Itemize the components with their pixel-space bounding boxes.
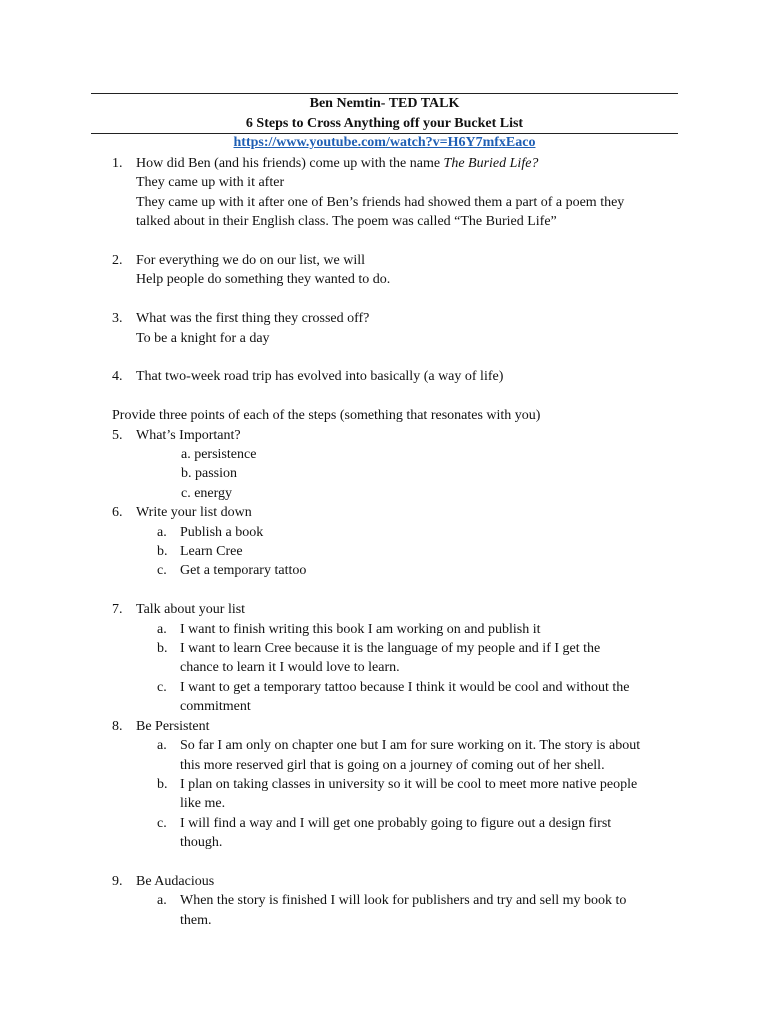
question-2 <box>112 251 687 290</box>
question-number: 1. <box>112 156 123 171</box>
list-text: I plan on taking classes in university so it will be cool to meet more native people <box>180 776 638 792</box>
question-3 <box>112 309 687 348</box>
document-body <box>112 154 687 930</box>
question-8 <box>112 717 687 853</box>
question-1 <box>112 154 687 232</box>
answer-line: To be a knight for a day <box>136 330 270 346</box>
list-letter: b. <box>157 641 168 657</box>
list-text: Learn Cree <box>180 544 243 560</box>
question-text: What was the first thing they crossed off? <box>136 311 370 327</box>
question-number: 4. <box>112 369 123 385</box>
section-intro: Provide three points of each of the steps (something that resonates with you) <box>112 408 541 424</box>
answer-line: They came up with it after <box>136 175 285 191</box>
question-text: What’s Important? <box>136 427 241 443</box>
list-letter: a. <box>157 738 167 754</box>
question-5 <box>112 426 687 504</box>
list-letter: c. <box>157 815 167 831</box>
question-number: 6. <box>112 505 123 521</box>
list-text: though. <box>180 835 223 851</box>
list-letter: a. <box>157 524 167 540</box>
list-item <box>157 814 687 853</box>
question-text: Write your list down <box>136 505 252 521</box>
question-number: 5. <box>112 427 123 443</box>
document-subtitle: 6 Steps to Cross Anything off your Bucket List <box>245 115 524 131</box>
question-9 <box>112 872 687 930</box>
list-text: Publish a book <box>180 524 264 540</box>
list-item: c. energy <box>181 485 233 501</box>
question-text: Talk about your list <box>136 602 246 618</box>
list-letter: c. <box>157 563 167 579</box>
question-text: That two-week road trip has evolved into basically (a way of life) <box>136 369 504 385</box>
answer-line: talked about in their English class. The poem was called “The Buried Life” <box>136 214 557 230</box>
question-number: 8. <box>112 718 123 734</box>
list-text: like me. <box>180 796 226 812</box>
question-4 <box>112 367 687 386</box>
question-text <box>136 154 687 173</box>
list-text: this more reserved girl that is going on a journey of coming out of her shell. <box>180 757 605 773</box>
answer-line: They came up with it after one of Ben’s friends had showed them a part of a poem they <box>136 194 625 210</box>
list-text: I want to get a temporary tattoo because I think it would be cool and without the <box>180 679 630 695</box>
document-title: Ben Nemtin- TED TALK <box>309 96 460 111</box>
list-text: I want to finish writing this book I am working on and publish it <box>180 621 541 637</box>
list-text: commitment <box>180 699 251 715</box>
answer-line: Help people do something they wanted to do. <box>136 272 391 288</box>
list-text: Get a temporary tattoo <box>180 563 307 579</box>
list-text: chance to learn it I would love to learn. <box>180 660 400 676</box>
question-7 <box>112 600 687 716</box>
list-item <box>157 620 687 639</box>
list-item <box>157 542 687 561</box>
list-item <box>157 523 687 542</box>
list-item <box>157 678 687 717</box>
video-link[interactable]: https://www.youtube.com/watch?v=H6Y7mfxEaco <box>233 135 536 150</box>
list-text: them. <box>180 912 212 928</box>
question-text-prefix: How did Ben (and his friends) come up with the name <box>136 156 444 171</box>
list-item <box>157 775 687 814</box>
list-item <box>157 561 687 580</box>
question-number: 2. <box>112 253 123 269</box>
question-text: Be Persistent <box>136 718 210 734</box>
question-number: 3. <box>112 311 123 327</box>
question-text: For everything we do on our list, we will <box>136 253 366 269</box>
list-text: I will find a way and I will get one probably going to figure out a design first <box>180 815 612 831</box>
list-item: a. persistence <box>181 447 257 463</box>
question-6 <box>112 503 687 581</box>
list-item <box>157 639 687 678</box>
question-text-italic: The Buried Life? <box>443 156 539 171</box>
list-letter: b. <box>157 544 168 560</box>
list-letter: b. <box>157 776 168 792</box>
question-text: Be Audacious <box>136 873 215 889</box>
list-letter: a. <box>157 621 167 637</box>
list-item <box>157 891 687 930</box>
list-text: So far I am only on chapter one but I am for sure working on it. The story is about <box>180 738 641 754</box>
list-letter: c. <box>157 679 167 695</box>
document-header <box>91 94 678 153</box>
list-text: When the story is finished I will look for publishers and try and sell my book to <box>180 893 627 909</box>
list-letter: a. <box>157 893 167 909</box>
list-item <box>157 736 687 775</box>
list-text: I want to learn Cree because it is the language of my people and if I get the <box>180 641 601 657</box>
question-number: 7. <box>112 602 123 618</box>
subtitle-rule <box>91 133 678 134</box>
list-item: b. passion <box>181 466 237 482</box>
question-number: 9. <box>112 873 123 889</box>
